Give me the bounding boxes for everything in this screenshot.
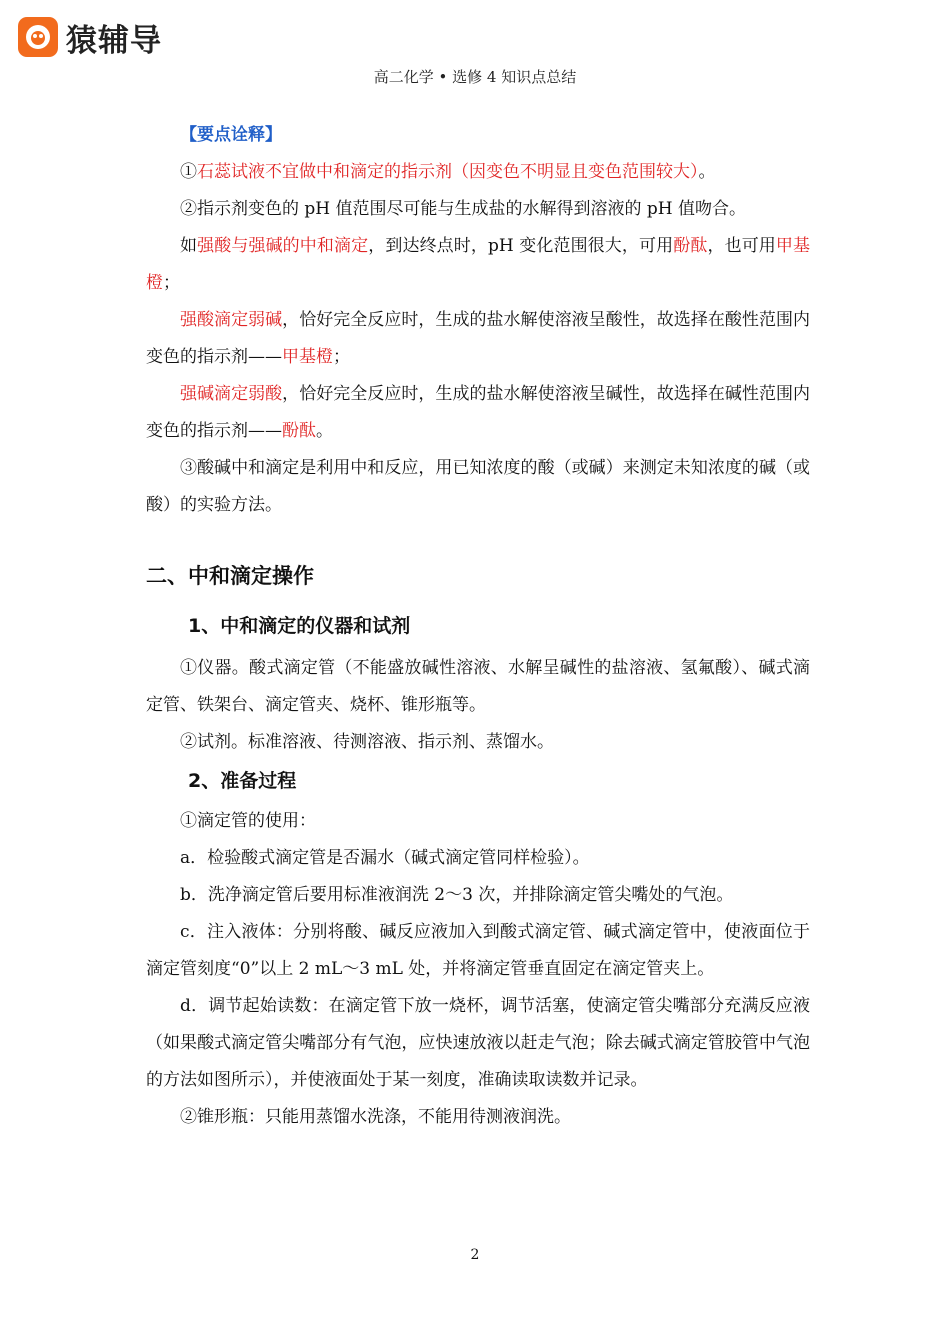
paragraph-item2: ②指示剂变色的 pH 值范围尽可能与生成盐的水解得到溶液的 pH 值吻合。 xyxy=(180,199,747,219)
subsection-heading-2: 2、准备过程 xyxy=(188,770,297,792)
paragraph-acid-weak-base: 强酸滴定弱碱，恰好完全反应时，生成的盐水解使溶液呈酸性，故选择在酸性范围内变色的指示剂——甲基橙； xyxy=(146,310,811,367)
paragraph-item1: ①石蕊试液不宜做中和滴定的指示剂（因变色不明显且变色范围较大）。 xyxy=(180,162,716,182)
key-points-heading: 【要点诠释】 xyxy=(180,125,282,145)
paragraph-instruments: ①仪器。酸式滴定管（不能盛放碱性溶液、水解呈碱性的盐溶液、氢氟酸）、碱式滴定管、铁架台、滴定管夹、烧杯、锥形瓶等。 xyxy=(146,658,810,715)
paragraph-flask: ②锥形瓶：只能用蒸馏水洗涤，不能用待测液润洗。 xyxy=(180,1107,571,1127)
monkey-face-icon xyxy=(18,17,58,57)
paragraph-burette-use: ①滴定管的使用： xyxy=(180,811,316,831)
subsection-heading-1: 1、中和滴定的仪器和试剂 xyxy=(188,615,411,637)
paragraph-step-c: c．注入液体：分别将酸、碱反应液加入到酸式滴定管、碱式滴定管中，使液面位于滴定管刻度“0”以上 2 mL～3 mL 处，并将滴定管垂直固定在滴定管夹上。 xyxy=(146,922,810,979)
brand-name: 猿辅导 xyxy=(66,22,162,59)
paragraph-reagents: ②试剂。标准溶液、待测溶液、指示剂、蒸馏水。 xyxy=(180,732,554,752)
paragraph-step-a: a．检验酸式滴定管是否漏水（碱式滴定管同样检验）。 xyxy=(180,848,590,868)
brand-logo xyxy=(18,16,162,58)
page-header: 高二化学 • 选修 4 知识点总结 xyxy=(373,68,577,86)
page-number: 2 xyxy=(470,1247,480,1263)
section-heading: 二、中和滴定操作 xyxy=(146,564,314,588)
paragraph-step-b: b．洗净滴定管后要用标准液润洗 2～3 次，并排除滴定管尖嘴处的气泡。 xyxy=(180,885,734,905)
paragraph-base-weak-acid: 强碱滴定弱酸，恰好完全反应时，生成的盐水解使溶液呈碱性，故选择在碱性范围内变色的指示剂——酚酞。 xyxy=(146,384,811,441)
paragraph-item3: ③酸碱中和滴定是利用中和反应，用已知浓度的酸（或碱）来测定未知浓度的碱（或酸）的实验方法。 xyxy=(146,458,810,515)
document-body xyxy=(146,117,810,1136)
paragraph-strong-acid-base: 如强酸与强碱的中和滴定，到达终点时，pH 变化范围很大，可用酚酞，也可用甲基橙； xyxy=(146,236,811,293)
paragraph-step-d: d．调节起始读数：在滴定管下放一烧杯，调节活塞，使滴定管尖嘴部分充满反应液（如果酸式滴定管尖嘴部分有气泡，应快速放液以赶走气泡；除去碱式滴定管胶管中气泡的方法如图所示），并使液面处于某一刻度，准确读取读数并记录。 xyxy=(146,996,810,1090)
